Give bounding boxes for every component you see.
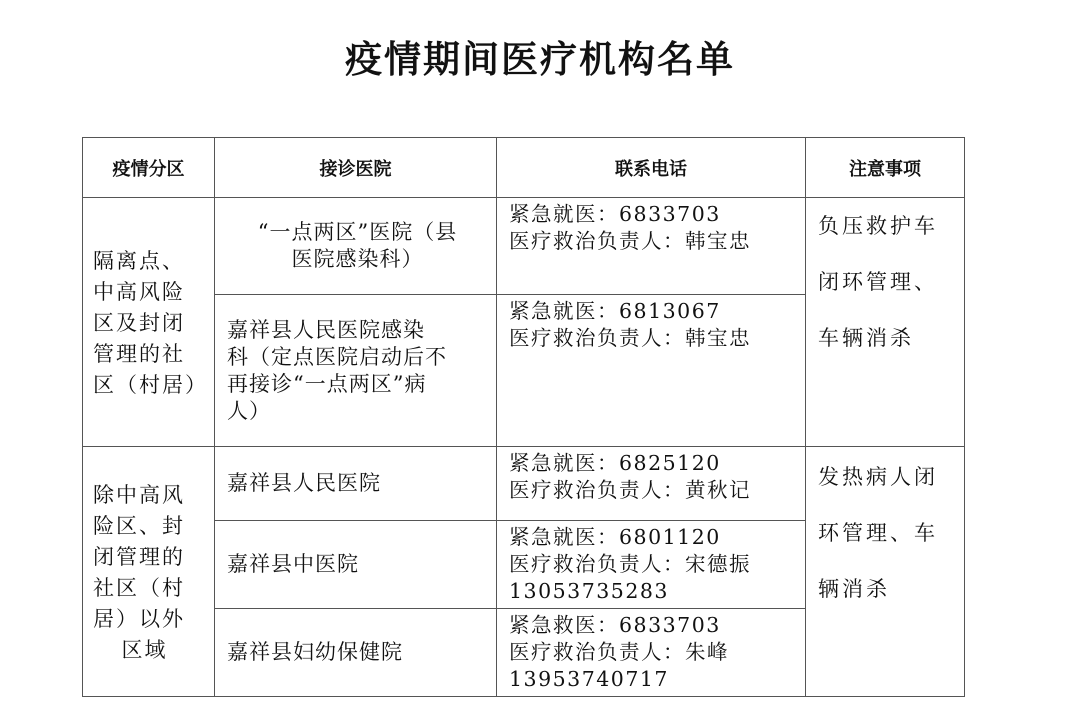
zone-text: 管理的社 <box>93 341 185 366</box>
hospital-name: 嘉祥县人民医院 <box>227 471 381 495</box>
hospital-name: 嘉祥县人民医院感染 <box>227 317 425 342</box>
notes-cell <box>806 198 965 447</box>
zone-cell <box>83 198 215 447</box>
phone-cell <box>497 521 806 609</box>
institution-table <box>82 137 965 697</box>
emergency-phone: 紧急救医：6833703 <box>509 613 721 637</box>
responsible-person: 医疗救治负责人：宋德振 <box>509 552 751 576</box>
table-row <box>83 447 965 521</box>
zone-text: 隔离点、 <box>93 248 185 273</box>
zone-text: 中高风险 <box>93 279 185 304</box>
phone-cell <box>497 198 806 295</box>
emergency-phone: 紧急就医：6833703 <box>509 202 721 226</box>
header-hospital: 接诊医院 <box>215 138 497 198</box>
phone-cell <box>497 447 806 521</box>
hospital-name: 嘉祥县妇幼保健院 <box>227 640 403 664</box>
note-text: 环管理、车 <box>818 521 938 545</box>
zone-cell <box>83 447 215 697</box>
table-row <box>83 198 965 295</box>
note-text: 车辆消杀 <box>818 326 914 350</box>
responsible-person: 医疗救治负责人：黄秋记 <box>509 478 751 502</box>
mobile-number: 13953740717 <box>509 667 669 691</box>
emergency-phone: 紧急就医：6825120 <box>509 451 721 475</box>
responsible-person: 医疗救治负责人：韩宝忠 <box>509 229 751 253</box>
notes-cell <box>806 447 965 697</box>
table-header-row <box>83 138 965 198</box>
note-text: 辆消杀 <box>818 577 890 601</box>
header-zone: 疫情分区 <box>83 138 215 198</box>
hospital-cell <box>215 447 497 521</box>
zone-text: 险区、封 <box>93 513 185 538</box>
hospital-name: 嘉祥县中医院 <box>227 552 359 576</box>
hospital-cell <box>215 609 497 697</box>
phone-cell <box>497 609 806 697</box>
hospital-name: 科（定点医院启动后不 <box>227 344 447 369</box>
zone-text: 闭管理的 <box>93 544 185 569</box>
header-notes: 注意事项 <box>806 138 965 198</box>
hospital-cell <box>215 521 497 609</box>
note-text: 发热病人闭 <box>818 465 938 489</box>
hospital-name: 人） <box>227 398 271 423</box>
hospital-name: 再接诊“一点两区”病 <box>227 371 427 396</box>
zone-text: 除中高风 <box>93 482 185 507</box>
mobile-number: 13053735283 <box>509 579 669 603</box>
note-text: 负压救护车 <box>818 214 938 238</box>
responsible-person: 医疗救治负责人：韩宝忠 <box>509 326 751 350</box>
zone-text: 区及封闭 <box>93 310 185 335</box>
hospital-cell <box>215 198 497 295</box>
emergency-phone: 紧急就医：6813067 <box>509 299 721 323</box>
responsible-person: 医疗救治负责人：朱峰 <box>509 640 729 664</box>
zone-text: 居）以外 <box>93 606 185 631</box>
hospital-name: 医院感染科） <box>291 247 424 271</box>
page-title: 疫情期间医疗机构名单 <box>345 38 735 81</box>
phone-cell <box>497 295 806 447</box>
emergency-phone: 紧急就医：6801120 <box>509 525 721 549</box>
hospital-cell <box>215 295 497 447</box>
header-phone: 联系电话 <box>497 138 806 198</box>
hospital-name: “一点两区”医院（县 <box>257 220 458 244</box>
note-text: 闭环管理、 <box>818 270 938 294</box>
zone-text: 区域 <box>121 637 168 662</box>
zone-text: 区（村居） <box>93 372 208 397</box>
zone-text: 社区（村 <box>93 575 185 600</box>
